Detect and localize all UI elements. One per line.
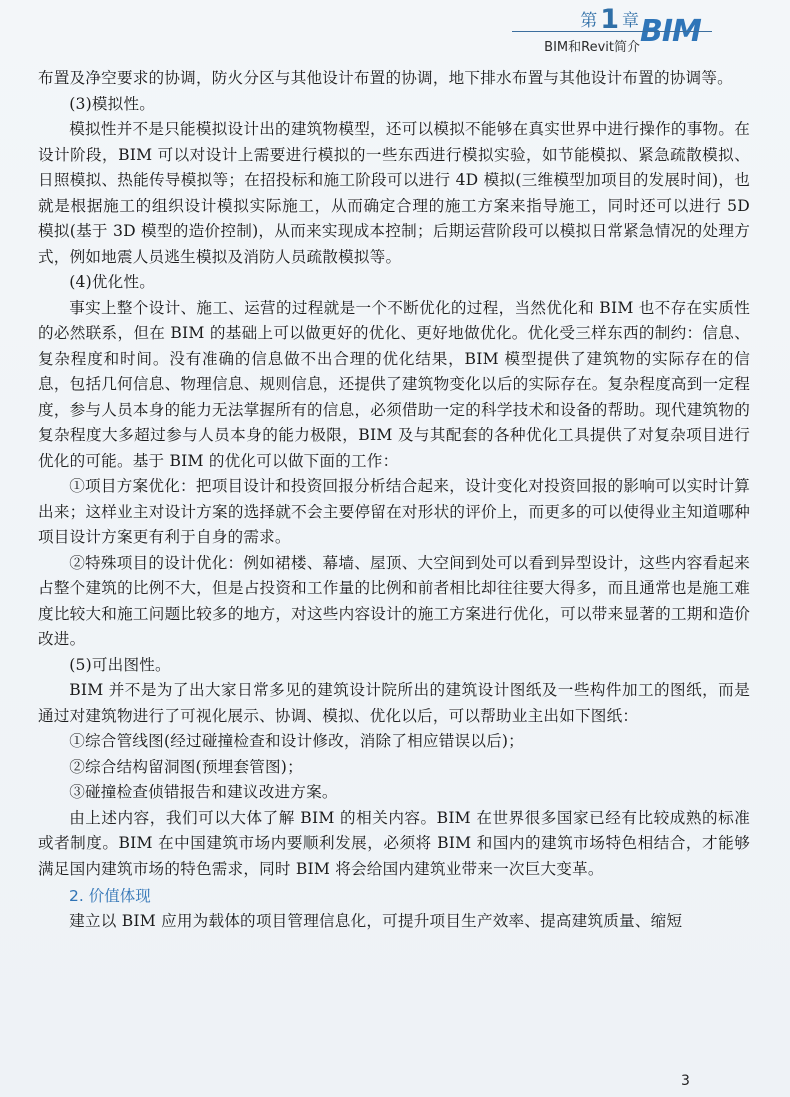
list-item: ②综合结构留洞图(预埋套管图)；: [69, 757, 303, 776]
header-divider: [512, 31, 712, 32]
paragraph: 事实上整个设计、施工、运营的过程就是一个不断优化的过程，当然优化和 BIM 也不存在实质性的必然联系，但在 BIM 的基础上可以做更好的优化、更好地做优化。优化受三样东西的制约：信息、复杂程度和时间。没有准确的信息做不出合理的优化结果，BIM 模型提供了建筑物的实际存在的信息，包括几何信息、物理信息、规则信息，还提供了建筑物变化以后的实际存在。复杂程度高到一定程度，参与人员本身的能力无法掌握所有的信息，必须借助一定的科学技术和设备的帮助。现代建筑物的复杂程度大多超过参与人员本身的能力极限，BIM 及与其配套的各种优化工具提供了对复杂项目进行优化的可能。基于 BIM 的优化可以做下面的工作：: [38, 298, 750, 470]
list-item: ②特殊项目的设计优化：例如裙楼、幕墙、屋顶、大空间到处可以看到异型设计，这些内容看起来占整个建筑的比例不大，但是占投资和工作量的比例和前者相比却往往要大得多，而且通常也是施工难度比较大和施工问题比较多的地方，对这些内容设计的施工方案进行优化，可以带来显著的工期和造价改进。: [38, 553, 750, 648]
chapter-suffix: 章: [622, 11, 640, 31]
paragraph: 由上述内容，我们可以大体了解 BIM 的相关内容。BIM 在世界很多国家已经有比较成熟的标准或者制度。BIM 在中国建筑市场内要顺利发展，必须将 BIM 和国内的建筑市场特色相结合，才能够满足国内建筑市场的特色需求，同时 BIM 将会给国内建筑业带来一次巨大变革。: [38, 808, 750, 878]
header-subtitle: BIM和Revit简介: [544, 40, 640, 55]
list-item: ①综合管线图(经过碰撞检查和设计修改，消除了相应错误以后)；: [69, 732, 524, 750]
paragraph: 模拟性并不是只能模拟设计出的建筑物模型，还可以模拟不能够在真实世界中进行操作的事物。在设计阶段，BIM 可以对设计上需要进行模拟的一些东西进行模拟实验，如节能模拟、紧急疏散模拟、日照模拟、热能传导模拟等；在招投标和施工阶段可以进行 4D 模拟(三维模型加项目的发展时间)，也就是根据施工的组织设计模拟实际施工，从而确定合理的施工方案来指导施工，同时还可以进行 5D 模拟(基于 3D 模型的造价控制)，从而来实现成本控制；后期运营阶段可以模拟日常紧急情况的处理方式，例如地震人员逃生模拟及消防人员疏散模拟等。: [38, 120, 750, 266]
bim-logo: BIM: [640, 14, 701, 49]
running-header: [0, 0, 790, 60]
paragraph: 建立以 BIM 应用为载体的项目管理信息化，可提升项目生产效率、提高建筑质量、缩短: [69, 912, 683, 930]
list-item: ①项目方案优化：把项目设计和投资回报分析结合起来，设计变化对投资回报的影响可以实时计算出来；这样业主对设计方案的选择就不会主要停留在对形状的评价上，而更多的可以使得业主知道哪种项目设计方案更有利于自身的需求。: [38, 477, 750, 546]
paragraph: BIM 并不是为了出大家日常多见的建筑设计院所出的建筑设计图纸及一些构件加工的图纸，而是通过对建筑物进行了可视化展示、协调、模拟、优化以后，可以帮助业主出如下图纸：: [38, 681, 750, 725]
page-number: 3: [681, 1073, 690, 1089]
chapter-prefix: 第: [580, 11, 599, 31]
list-item: ③碰撞检查侦错报告和建议改进方案。: [69, 783, 338, 801]
body-text: [38, 66, 750, 935]
paragraph: 布置及净空要求的协调，防火分区与其他设计布置的协调，地下排水布置与其他设计布置的协调等。: [38, 69, 733, 87]
paragraph-heading: (3)模拟性。: [69, 94, 156, 113]
section-title: 2. 价值体现: [69, 887, 151, 905]
paragraph-heading: (5)可出图性。: [69, 655, 171, 674]
chapter-number: 1: [600, 4, 620, 35]
paragraph-heading: (4)优化性。: [69, 273, 156, 291]
